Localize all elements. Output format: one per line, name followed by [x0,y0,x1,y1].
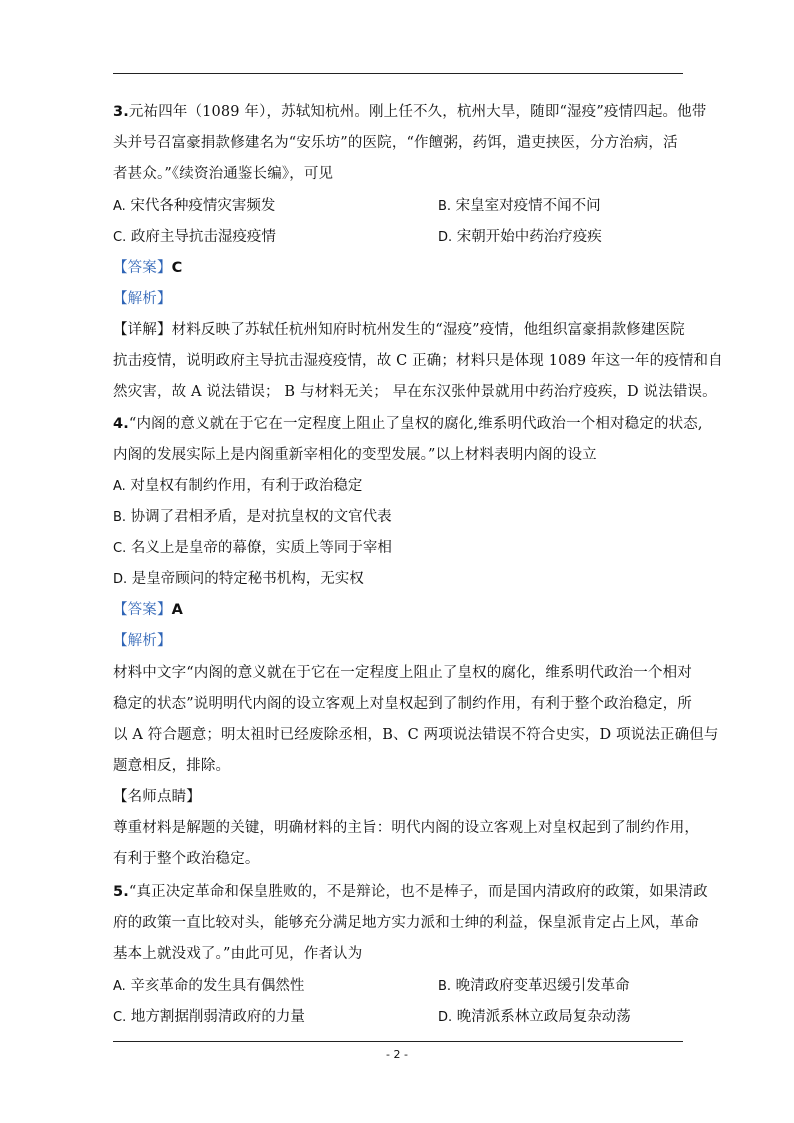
q3-option-c: C. 政府主导抗击湿疫疫情 [113,229,276,245]
q3-option-d: D. 宋朝开始中药治疗疫疾 [438,229,602,245]
q5-option-a: A. 辛亥革命的发生具有偶然性 [113,978,305,994]
answer-label: 【答案】 [113,602,172,618]
q5-stem-line-2: 府的政策一直比较对头，能够充分满足地方实力派和士绅的利益，保皇派肯定占上风，革命 [113,915,699,931]
answer-label: 【答案】 [113,260,172,276]
q4-answer [113,600,685,620]
footer-rule [113,1041,683,1042]
page-number: - 2 - [386,1048,408,1061]
q4-analysis-line-1: 材料中文字“内阁的意义就在于它在一定程度上阻止了皇权的腐化，维系明代政治一个相对 [113,665,692,681]
answer-value: A [171,602,183,618]
q3-detail-line-2: 抗击疫情，说明政府主导抗击湿疫疫情，故 C 正确；材料只是体现 1089 年这一年的疫情和自 [113,353,723,369]
q3-answer [113,258,685,278]
q4-tip-line-2: 有利于整个政治稳定。 [113,851,260,867]
q3-stem-line-2: 头并号召富豪捐款修建名为“安乐坊”的医院，“作饘粥，药饵，遣吏挟医，分方治病，活 [113,135,678,151]
q4-option-c: C. 名义上是皇帝的幕僚，实质上等同于宰相 [113,540,392,556]
q4-tip-line-1: 尊重材料是解题的关键，明确材料的主旨：明代内阁的设立客观上对皇权起到了制约作用， [113,820,699,836]
q4-option-b: B. 协调了君相矛盾，是对抗皇权的文官代表 [113,509,392,525]
q4-analysis-line-4: 题意相反，排除。 [113,758,231,774]
q5-number: 5. [113,884,129,900]
q4-stem-line-1: 4.“内阁的意义就在于它在一定程度上阻止了皇权的腐化,维系明代政治一个相对稳定的状态, [113,416,703,432]
q3-stem-line-3: 者甚众。”《续资治通鉴长编》，可见 [113,166,334,182]
q4-option-a: A. 对皇权有制约作用，有利于政治稳定 [113,478,363,494]
q3-option-b: B. 宋皇室对疫情不闻不问 [438,198,601,214]
q3-detail-line-3: 然灾害，故 A 说法错误； B 与材料无关； 早在东汉张仲景就用中药治疗疫疾，D 说法错误。 [113,384,717,400]
header-rule [113,73,683,74]
q5-option-d: D. 晚清派系林立政局复杂动荡 [438,1009,631,1025]
q4-tip-label: 【名师点睛】 [113,789,201,805]
q4-stem-line-2: 内阁的发展实际上是内阁重新宰相化的变型发展。”以上材料表明内阁的设立 [113,447,597,463]
q3-analysis-label: 【解析】 [113,291,172,307]
q4-number: 4. [113,416,129,432]
q5-stem-line-3: 基本上就没戏了。”由此可见，作者认为 [113,946,363,962]
q5-option-b: B. 晚清政府变革迟缓引发革命 [438,978,630,994]
q3-number: 3. [113,104,129,120]
q3-detail-line-1: 【详解】材料反映了苏轼任杭州知府时杭州发生的“湿疫”疫情，他组织富豪捐款修建医院 [113,322,685,338]
answer-value: C [171,260,183,276]
q4-option-d: D. 是皇帝顾问的特定秘书机构，无实权 [113,571,364,587]
q4-analysis-line-2: 稳定的状态”说明明代内阁的设立客观上对皇权起到了制约作用，有利于整个政治稳定，所 [113,696,692,712]
q3-option-a: A. 宋代各种疫情灾害频发 [113,198,276,214]
detail-label: 【详解】 [113,322,172,338]
q4-analysis-line-3: 以 A 符合题意；明太祖时已经废除丞相，B、C 两项说法错误不符合史实，D 项说法正确但与 [113,727,719,743]
q5-stem-line-1: 5.“真正决定革命和保皇胜败的，不是辩论，也不是棒子，而是国内清政府的政策，如果清政 [113,884,708,900]
q5-option-c: C. 地方割据削弱清政府的力量 [113,1009,305,1025]
q3-stem-line-1: 3.元祐四年（1089 年），苏轼知杭州。刚上任不久，杭州大旱，随即“湿疫”疫情四起。他带 [113,104,707,120]
q4-analysis-label: 【解析】 [113,633,172,649]
